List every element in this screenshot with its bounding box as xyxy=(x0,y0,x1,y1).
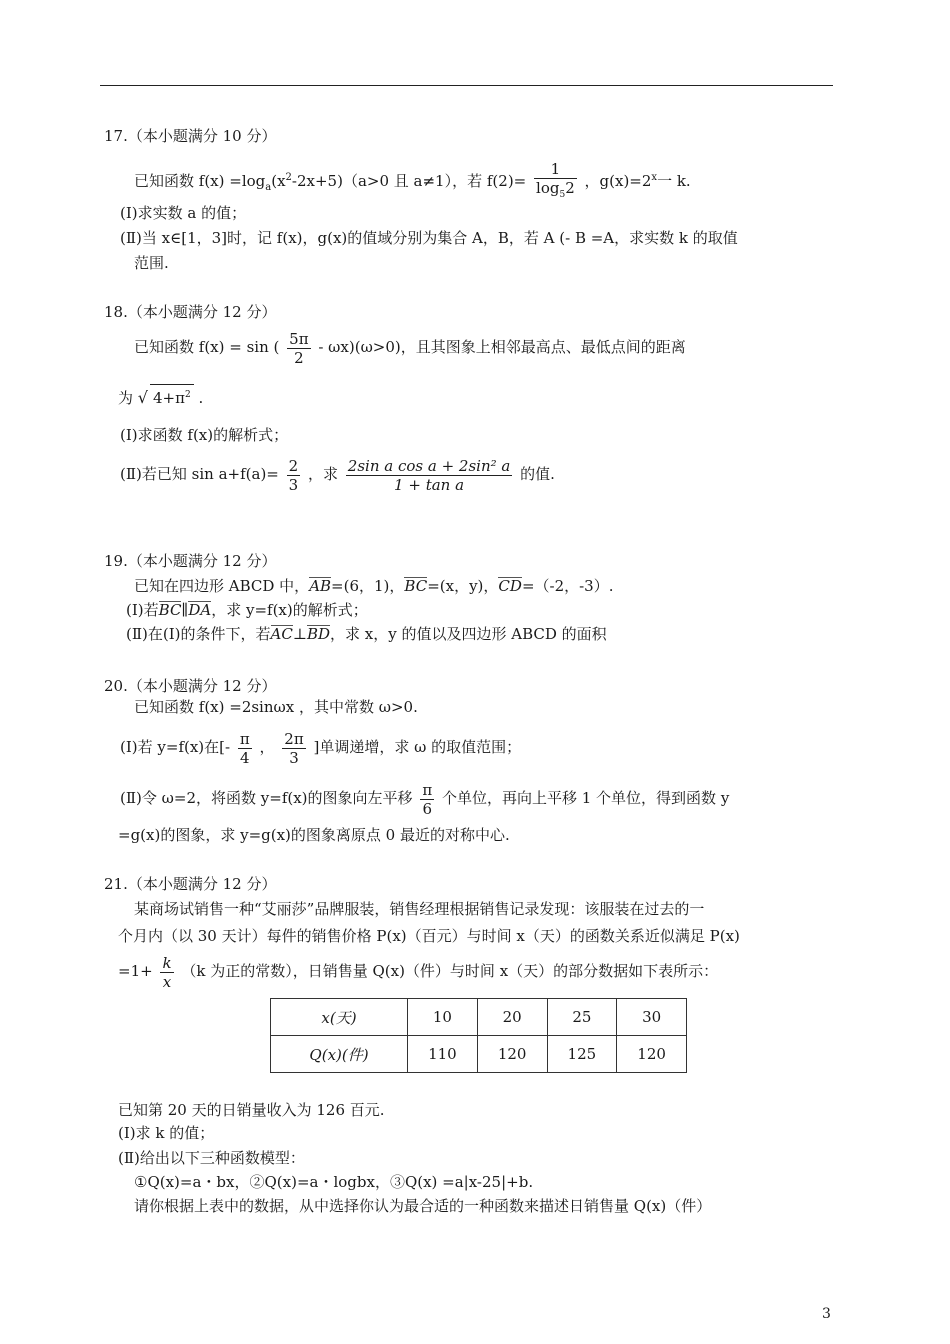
q20-part2: (Ⅱ)令 ω=2，将函数 y=f(x)的图象向左平移 $\frac{\pi}{6}$ 个单位，再向上平移 1 个单位，得到函数 y xyxy=(120,780,730,818)
q18-stem: 已知函数 f(x) = sin ( $\frac{5\pi}{2}$ - ωx)(ω>0)，且其图象上相邻最高点、最低点间的距离 xyxy=(134,329,686,367)
sales-data-table xyxy=(270,998,687,1073)
q21-part1: (Ⅰ)求 k 的值； xyxy=(118,1124,215,1142)
q21-heading: 21.（本小题满分 12 分） xyxy=(104,875,277,893)
q18-sqrt: $4+\pi^2$ xyxy=(150,384,194,408)
q18-heading: 18.（本小题满分 12 分） xyxy=(104,303,277,321)
table-cell: 25 xyxy=(547,999,617,1036)
q19-part2: (Ⅱ)在(Ⅰ)的条件下，若AC⊥BD，求 x，y 的值以及四边形 ABCD 的面积 xyxy=(126,625,607,643)
q17-part2-cont: 范围. xyxy=(134,254,169,272)
q20-fraction-2: $\frac{2\pi}{3}$ xyxy=(284,729,304,767)
q20-fraction-1: $\frac{\pi}{4}$ xyxy=(239,729,250,767)
table-cell: 125 xyxy=(547,1036,617,1073)
q17-fraction: $\frac{1}{\log_52}$ xyxy=(536,160,575,200)
q21-line2: 个月内（以 30 天计）每件的销售价格 P(x)（百元）与时间 x（天）的函数关系近似满足 P(x) xyxy=(118,927,740,945)
q19-heading: 19.（本小题满分 12 分） xyxy=(104,552,277,570)
q18-part2-expression: $\frac{\text{2sin a cos a + 2sin² a}}{\text{1 + tan a}}$ xyxy=(347,456,511,494)
table-cell: Q(x)(件) xyxy=(271,1036,408,1073)
q20-stem: 已知函数 f(x) =2sinωx ，其中常数 ω>0. xyxy=(134,698,418,716)
q18-part2-fraction: $\frac{2}{3}$ xyxy=(288,456,299,494)
q17-part1: (Ⅰ)求实数 a 的值； xyxy=(120,204,247,222)
q21-fraction: $\frac{k}{x}$ xyxy=(162,953,172,991)
table-cell: 10 xyxy=(408,999,478,1036)
table-cell: x(天) xyxy=(271,999,408,1036)
table-row xyxy=(271,1036,687,1073)
q21-line3: =1+ $\frac{k}{x}$ （k 为正的常数），日销售量 Q(x)（件）与时间 x（天）的部分数据如下表所示： xyxy=(118,953,719,991)
q18-part2: (Ⅱ)若已知 sin a+f(a)= $\frac{2}{3}$ ，求 $\frac{\text{2sin a cos a + 2sin² a}}{\text{1 + tan a}}$ 的值. xyxy=(120,456,555,494)
table-row xyxy=(271,999,687,1036)
page-number: 3 xyxy=(822,1306,831,1322)
table-cell: 110 xyxy=(408,1036,478,1073)
table-cell: 30 xyxy=(617,999,687,1036)
q21-line1: 某商场试销售一种“艾丽莎”品牌服装，销售经理根据销售记录发现：该服装在过去的一 xyxy=(134,900,705,918)
q20-heading: 20.（本小题满分 12 分） xyxy=(104,677,277,695)
q18-part1: (Ⅰ)求函数 f(x)的解析式； xyxy=(120,426,289,444)
header-rule xyxy=(100,85,833,86)
q19-stem: 已知在四边形 ABCD 中，AB=(6，1)，BC=(x，y)，CD=（-2，-3）. xyxy=(134,577,614,595)
table-cell: 120 xyxy=(617,1036,687,1073)
q20-part2-cont: =g(x)的图象，求 y=g(x)的图象离原点 0 最近的对称中心. xyxy=(118,826,510,844)
q17-part2: (Ⅱ)当 x∈[1，3]时，记 f(x)，g(x)的值域分别为集合 A，B，若 A (- B =A，求实数 k 的取值 xyxy=(120,229,738,247)
table-cell: 20 xyxy=(477,999,547,1036)
q20-fraction-3: $\frac{\pi}{6}$ xyxy=(422,780,433,818)
q21-after1: 已知第 20 天的日销量收入为 126 百元. xyxy=(118,1101,385,1119)
q18-fraction: $\frac{5\pi}{2}$ xyxy=(289,329,309,367)
q17-heading: 17.（本小题满分 10 分） xyxy=(104,127,277,145)
q21-last: 请你根据上表中的数据，从中选择你认为最合适的一种函数来描述日销售量 Q(x)（件） xyxy=(134,1197,712,1215)
q17-stem: 已知函数 $f(x) =\log_a(x^2-2x+5)(a>0$ 且 a≠1），若 f(2)= $\frac{1}{\log_52}$ ，$g(x)=2^x$一 k. xyxy=(134,160,691,204)
q21-models: ①Q(x)=a・bx，②Q(x)=a・logbx，③Q(x) =a|x-25|+b. xyxy=(134,1173,534,1191)
table-cell: 120 xyxy=(477,1036,547,1073)
q18-stem-distance: 为 √ $4+\pi^2$ . xyxy=(118,384,203,408)
q19-part1: (Ⅰ)若BC∥DA，求 y=f(x)的解析式； xyxy=(126,601,368,619)
q21-part2: (Ⅱ)给出以下三种函数模型： xyxy=(118,1149,305,1167)
q20-part1: (Ⅰ)若 y=f(x)在[- $\frac{\pi}{4}$ ， $\frac{2\pi}{3}$ ]单调递增，求 ω 的取值范围； xyxy=(120,729,522,767)
